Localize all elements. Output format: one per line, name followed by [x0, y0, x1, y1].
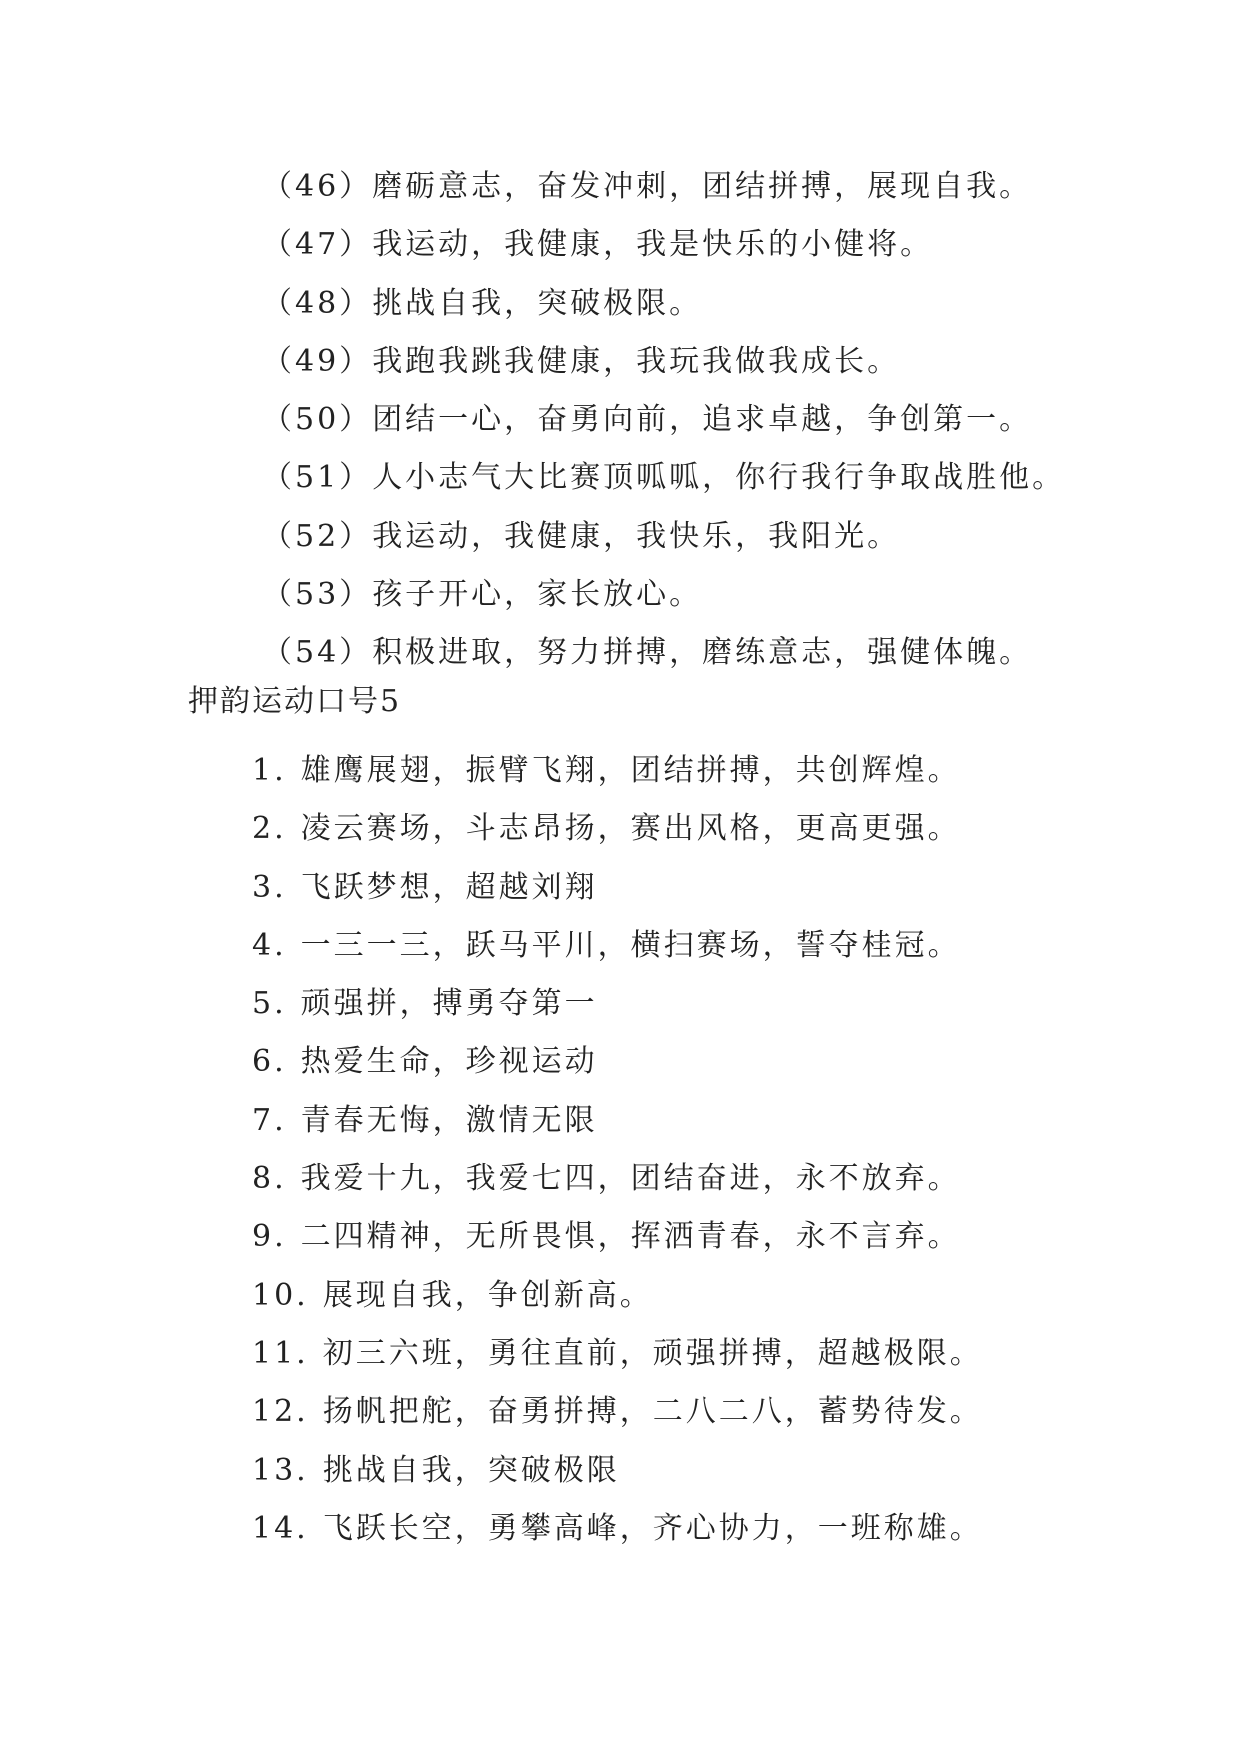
slogan-line: [262, 158, 1065, 216]
slogan-line: [262, 449, 1065, 507]
list-item-text: 挑战自我，突破极限: [322, 1452, 620, 1488]
list-item-text: 飞跃梦想，超越刘翔: [300, 869, 598, 905]
slogan-number: （53）: [262, 577, 373, 613]
rhyming-slogan-list: [252, 742, 983, 1558]
list-item-text: 顽强拼，搏勇夺第一: [300, 986, 598, 1022]
list-item: [252, 917, 983, 975]
slogan-number: （46）: [262, 169, 373, 204]
list-item-number: 12.: [252, 1394, 309, 1430]
slogan-text: 挑战自我，突破极限。: [372, 285, 703, 321]
list-item-text: 二四精神，无所畏惧，挥洒青春，永不言弃。: [300, 1219, 961, 1255]
numbered-slogan-list: [262, 158, 1065, 683]
list-item: [252, 1383, 983, 1441]
slogan-text: 我跑我跳我健康，我玩我做我成长。: [372, 343, 901, 379]
slogan-line: [262, 391, 1065, 449]
slogan-text: 人小志气大比赛顶呱呱，你行我行争取战胜他。: [372, 460, 1066, 496]
list-item-text: 凌云赛场，斗志昂扬，赛出风格，更高更强。: [300, 811, 961, 847]
list-item-number: 9.: [252, 1219, 287, 1255]
slogan-text: 团结一心，奋勇向前，追求卓越，争创第一。: [372, 402, 1033, 438]
list-item-text: 展现自我，争创新高。: [322, 1277, 653, 1313]
list-item: [252, 1033, 983, 1091]
slogan-text: 孩子开心，家长放心。: [372, 577, 703, 613]
list-item: [252, 859, 983, 917]
list-item-number: 14.: [252, 1510, 309, 1546]
slogan-number: （51）: [262, 460, 373, 496]
list-item: [252, 1442, 983, 1500]
list-item: [252, 800, 983, 858]
list-item-number: 10.: [252, 1277, 309, 1313]
list-item: [252, 1325, 983, 1383]
list-item-number: 4.: [252, 927, 287, 963]
section-heading: 押韵运动口号5: [188, 684, 402, 719]
slogan-line: [262, 216, 1065, 274]
slogan-number: （54）: [262, 635, 373, 671]
list-item-text: 青春无悔，激情无限: [300, 1102, 598, 1138]
list-item-number: 7.: [252, 1102, 287, 1138]
list-item-text: 初三六班，勇往直前，顽强拼搏，超越极限。: [322, 1335, 983, 1371]
list-item-text: 扬帆把舵，奋勇拼搏，二八二八，蓄势待发。: [322, 1394, 983, 1430]
list-item: [252, 1208, 983, 1266]
slogan-line: [262, 566, 1065, 624]
slogan-number: （49）: [262, 343, 373, 379]
slogan-text: 我运动，我健康，我是快乐的小健将。: [372, 227, 934, 263]
list-item-text: 一三一三，跃马平川，横扫赛场，誓夺桂冠。: [300, 927, 961, 963]
list-item-number: 2.: [252, 811, 287, 847]
slogan-number: （50）: [262, 402, 373, 438]
list-item-number: 6.: [252, 1044, 287, 1080]
list-item-text: 我爱十九，我爱七四，团结奋进，永不放弃。: [300, 1161, 961, 1197]
list-item-number: 11.: [252, 1335, 309, 1371]
list-item: [252, 1092, 983, 1150]
list-item: [252, 1267, 983, 1325]
slogan-line: [262, 333, 1065, 391]
list-item: [252, 1500, 983, 1558]
list-item-number: 3.: [252, 869, 287, 905]
slogan-number: （48）: [262, 285, 373, 321]
list-item-text: 热爱生命，珍视运动: [300, 1044, 598, 1080]
list-item-number: 1.: [252, 753, 287, 788]
list-item-number: 5.: [252, 986, 287, 1022]
list-item: [252, 975, 983, 1033]
slogan-line: [262, 275, 1065, 333]
list-item: [252, 742, 983, 800]
slogan-number: （47）: [262, 227, 373, 263]
list-item-text: 飞跃长空，勇攀高峰，齐心协力，一班称雄。: [322, 1510, 983, 1546]
slogan-line: [262, 508, 1065, 566]
list-item-number: 13.: [252, 1452, 309, 1488]
slogan-text: 积极进取，努力拼搏，磨练意志，强健体魄。: [372, 635, 1033, 671]
list-item-number: 8.: [252, 1161, 287, 1197]
slogan-number: （52）: [262, 518, 373, 554]
slogan-text: 我运动，我健康，我快乐，我阳光。: [372, 518, 901, 554]
list-item-text: 雄鹰展翅，振臂飞翔，团结拼搏，共创辉煌。: [300, 753, 961, 788]
list-item: [252, 1150, 983, 1208]
slogan-line: [262, 624, 1065, 682]
slogan-text: 磨砺意志，奋发冲刺，团结拼搏，展现自我。: [372, 169, 1033, 204]
